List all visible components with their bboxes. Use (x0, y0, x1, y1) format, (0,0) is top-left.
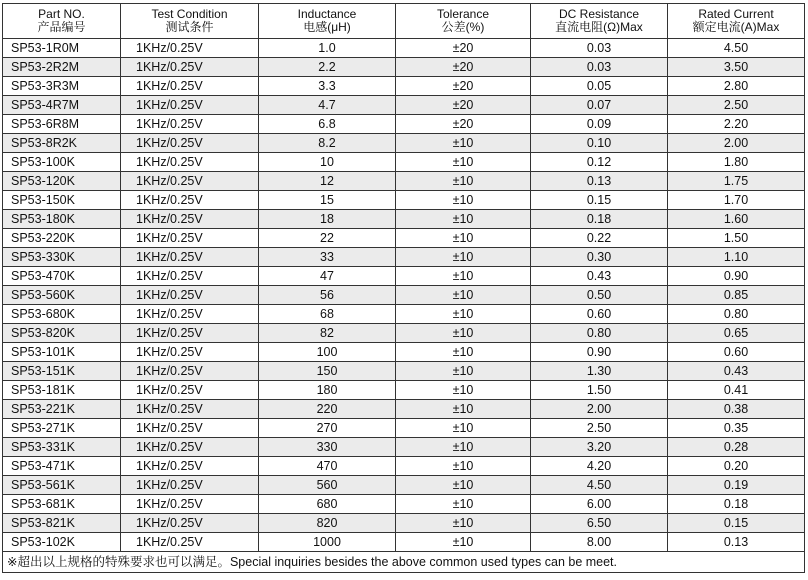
tolerance-cell: ±10 (396, 210, 531, 229)
rated-current-cell: 1.80 (668, 153, 805, 172)
test-condition-cell: 1KHz/0.25V (121, 419, 259, 438)
rated-current-cell: 0.38 (668, 400, 805, 419)
rated-current-cell: 0.13 (668, 533, 805, 552)
footnote: ※超出以上规格的特殊要求也可以满足。Special inquiries besides the above common used types can be meet. (3, 552, 805, 573)
dc-resistance-cell: 4.20 (531, 457, 668, 476)
part-no-cell: SP53-271K (3, 419, 121, 438)
part-no-cell: SP53-8R2K (3, 134, 121, 153)
rated-current-cell: 0.41 (668, 381, 805, 400)
part-no-cell: SP53-220K (3, 229, 121, 248)
rated-current-cell: 1.50 (668, 229, 805, 248)
dc-resistance-cell: 0.30 (531, 248, 668, 267)
test-condition-cell: 1KHz/0.25V (121, 134, 259, 153)
rated-current-cell: 0.65 (668, 324, 805, 343)
rated-current-cell: 0.43 (668, 362, 805, 381)
inductance-cell: 68 (259, 305, 396, 324)
test-condition-cell: 1KHz/0.25V (121, 172, 259, 191)
tolerance-cell: ±10 (396, 400, 531, 419)
part-no-cell: SP53-1R0M (3, 39, 121, 58)
header-rated-current: Rated Current 额定电流(A)Max (668, 4, 805, 39)
dc-resistance-cell: 2.50 (531, 419, 668, 438)
part-no-cell: SP53-6R8M (3, 115, 121, 134)
header-test-condition: Test Condition 测试条件 (121, 4, 259, 39)
table-row (3, 533, 805, 552)
table-row (3, 514, 805, 533)
table-row (3, 457, 805, 476)
rated-current-cell: 1.10 (668, 248, 805, 267)
rated-current-cell: 2.80 (668, 77, 805, 96)
table-row (3, 362, 805, 381)
table-row (3, 343, 805, 362)
tolerance-cell: ±10 (396, 172, 531, 191)
tolerance-cell: ±10 (396, 286, 531, 305)
dc-resistance-cell: 1.30 (531, 362, 668, 381)
dc-resistance-cell: 0.09 (531, 115, 668, 134)
table-row (3, 210, 805, 229)
test-condition-cell: 1KHz/0.25V (121, 191, 259, 210)
inductance-cell: 33 (259, 248, 396, 267)
inductance-cell: 12 (259, 172, 396, 191)
part-no-cell: SP53-471K (3, 457, 121, 476)
table-body (3, 39, 805, 552)
table-row (3, 134, 805, 153)
test-condition-cell: 1KHz/0.25V (121, 457, 259, 476)
part-no-cell: SP53-820K (3, 324, 121, 343)
inductance-cell: 180 (259, 381, 396, 400)
test-condition-cell: 1KHz/0.25V (121, 153, 259, 172)
table-row (3, 248, 805, 267)
header-tolerance: Tolerance 公差(%) (396, 4, 531, 39)
dc-resistance-cell: 0.18 (531, 210, 668, 229)
table-row (3, 172, 805, 191)
dc-resistance-cell: 0.05 (531, 77, 668, 96)
dc-resistance-cell: 6.00 (531, 495, 668, 514)
inductance-cell: 15 (259, 191, 396, 210)
rated-current-cell: 0.28 (668, 438, 805, 457)
header-part-no: Part NO. 产品编号 (3, 4, 121, 39)
rated-current-cell: 0.15 (668, 514, 805, 533)
test-condition-cell: 1KHz/0.25V (121, 476, 259, 495)
dc-resistance-cell: 3.20 (531, 438, 668, 457)
part-no-cell: SP53-561K (3, 476, 121, 495)
test-condition-cell: 1KHz/0.25V (121, 248, 259, 267)
inductance-cell: 100 (259, 343, 396, 362)
tolerance-cell: ±10 (396, 134, 531, 153)
inductance-cell: 10 (259, 153, 396, 172)
table-row (3, 39, 805, 58)
table-row (3, 286, 805, 305)
tolerance-cell: ±10 (396, 495, 531, 514)
dc-resistance-cell: 0.50 (531, 286, 668, 305)
inductor-spec-table (2, 3, 805, 573)
rated-current-cell: 0.80 (668, 305, 805, 324)
part-no-cell: SP53-101K (3, 343, 121, 362)
inductance-cell: 22 (259, 229, 396, 248)
dc-resistance-cell: 1.50 (531, 381, 668, 400)
tolerance-cell: ±20 (396, 39, 531, 58)
part-no-cell: SP53-331K (3, 438, 121, 457)
inductance-cell: 2.2 (259, 58, 396, 77)
inductance-cell: 82 (259, 324, 396, 343)
rated-current-cell: 2.20 (668, 115, 805, 134)
dc-resistance-cell: 0.03 (531, 58, 668, 77)
dc-resistance-cell: 0.90 (531, 343, 668, 362)
part-no-cell: SP53-120K (3, 172, 121, 191)
rated-current-cell: 0.60 (668, 343, 805, 362)
test-condition-cell: 1KHz/0.25V (121, 286, 259, 305)
tolerance-cell: ±20 (396, 115, 531, 134)
part-no-cell: SP53-3R3M (3, 77, 121, 96)
tolerance-cell: ±10 (396, 343, 531, 362)
dc-resistance-cell: 0.10 (531, 134, 668, 153)
rated-current-cell: 3.50 (668, 58, 805, 77)
inductance-cell: 4.7 (259, 96, 396, 115)
table-row (3, 191, 805, 210)
dc-resistance-cell: 6.50 (531, 514, 668, 533)
rated-current-cell: 0.18 (668, 495, 805, 514)
rated-current-cell: 1.60 (668, 210, 805, 229)
dc-resistance-cell: 0.22 (531, 229, 668, 248)
table-row (3, 58, 805, 77)
tolerance-cell: ±10 (396, 248, 531, 267)
dc-resistance-cell: 0.60 (531, 305, 668, 324)
table-row (3, 495, 805, 514)
dc-resistance-cell: 2.00 (531, 400, 668, 419)
test-condition-cell: 1KHz/0.25V (121, 58, 259, 77)
test-condition-cell: 1KHz/0.25V (121, 115, 259, 134)
part-no-cell: SP53-681K (3, 495, 121, 514)
table-row (3, 324, 805, 343)
test-condition-cell: 1KHz/0.25V (121, 495, 259, 514)
header-dc-resistance: DC Resistance 直流电阻(Ω)Max (531, 4, 668, 39)
part-no-cell: SP53-150K (3, 191, 121, 210)
tolerance-cell: ±10 (396, 267, 531, 286)
dc-resistance-cell: 0.13 (531, 172, 668, 191)
table-row (3, 438, 805, 457)
inductance-cell: 56 (259, 286, 396, 305)
tolerance-cell: ±10 (396, 514, 531, 533)
test-condition-cell: 1KHz/0.25V (121, 324, 259, 343)
inductance-cell: 150 (259, 362, 396, 381)
part-no-cell: SP53-821K (3, 514, 121, 533)
dc-resistance-cell: 0.80 (531, 324, 668, 343)
rated-current-cell: 1.70 (668, 191, 805, 210)
inductance-cell: 560 (259, 476, 396, 495)
inductance-cell: 1.0 (259, 39, 396, 58)
part-no-cell: SP53-102K (3, 533, 121, 552)
header-row (3, 4, 805, 39)
inductance-cell: 3.3 (259, 77, 396, 96)
inductance-cell: 8.2 (259, 134, 396, 153)
part-no-cell: SP53-4R7M (3, 96, 121, 115)
tolerance-cell: ±10 (396, 191, 531, 210)
rated-current-cell: 0.90 (668, 267, 805, 286)
inductance-cell: 470 (259, 457, 396, 476)
dc-resistance-cell: 0.07 (531, 96, 668, 115)
part-no-cell: SP53-180K (3, 210, 121, 229)
rated-current-cell: 0.35 (668, 419, 805, 438)
part-no-cell: SP53-100K (3, 153, 121, 172)
inductance-cell: 820 (259, 514, 396, 533)
tolerance-cell: ±10 (396, 324, 531, 343)
rated-current-cell: 0.19 (668, 476, 805, 495)
table-row (3, 476, 805, 495)
part-no-cell: SP53-680K (3, 305, 121, 324)
part-no-cell: SP53-470K (3, 267, 121, 286)
part-no-cell: SP53-560K (3, 286, 121, 305)
test-condition-cell: 1KHz/0.25V (121, 210, 259, 229)
tolerance-cell: ±20 (396, 58, 531, 77)
table-row (3, 77, 805, 96)
test-condition-cell: 1KHz/0.25V (121, 305, 259, 324)
dc-resistance-cell: 8.00 (531, 533, 668, 552)
spec-sheet (2, 3, 804, 573)
table-row (3, 267, 805, 286)
rated-current-cell: 0.85 (668, 286, 805, 305)
test-condition-cell: 1KHz/0.25V (121, 400, 259, 419)
tolerance-cell: ±10 (396, 305, 531, 324)
table-row (3, 115, 805, 134)
rated-current-cell: 0.20 (668, 457, 805, 476)
rated-current-cell: 2.00 (668, 134, 805, 153)
tolerance-cell: ±10 (396, 438, 531, 457)
table-row (3, 419, 805, 438)
inductance-cell: 220 (259, 400, 396, 419)
test-condition-cell: 1KHz/0.25V (121, 533, 259, 552)
dc-resistance-cell: 0.43 (531, 267, 668, 286)
rated-current-cell: 4.50 (668, 39, 805, 58)
table-row (3, 305, 805, 324)
tolerance-cell: ±10 (396, 229, 531, 248)
inductance-cell: 1000 (259, 533, 396, 552)
header-inductance: Inductance 电感(μH) (259, 4, 396, 39)
tolerance-cell: ±20 (396, 96, 531, 115)
test-condition-cell: 1KHz/0.25V (121, 362, 259, 381)
test-condition-cell: 1KHz/0.25V (121, 343, 259, 362)
inductance-cell: 6.8 (259, 115, 396, 134)
test-condition-cell: 1KHz/0.25V (121, 381, 259, 400)
inductance-cell: 18 (259, 210, 396, 229)
tolerance-cell: ±10 (396, 381, 531, 400)
tolerance-cell: ±10 (396, 457, 531, 476)
part-no-cell: SP53-151K (3, 362, 121, 381)
table-row (3, 229, 805, 248)
tolerance-cell: ±10 (396, 419, 531, 438)
table-row (3, 400, 805, 419)
dc-resistance-cell: 0.15 (531, 191, 668, 210)
test-condition-cell: 1KHz/0.25V (121, 267, 259, 286)
test-condition-cell: 1KHz/0.25V (121, 514, 259, 533)
footnote-row (3, 552, 805, 573)
tolerance-cell: ±10 (396, 476, 531, 495)
rated-current-cell: 2.50 (668, 96, 805, 115)
dc-resistance-cell: 0.12 (531, 153, 668, 172)
part-no-cell: SP53-221K (3, 400, 121, 419)
inductance-cell: 680 (259, 495, 396, 514)
dc-resistance-cell: 4.50 (531, 476, 668, 495)
part-no-cell: SP53-2R2M (3, 58, 121, 77)
tolerance-cell: ±10 (396, 362, 531, 381)
inductance-cell: 47 (259, 267, 396, 286)
table-row (3, 153, 805, 172)
test-condition-cell: 1KHz/0.25V (121, 229, 259, 248)
tolerance-cell: ±10 (396, 153, 531, 172)
test-condition-cell: 1KHz/0.25V (121, 96, 259, 115)
tolerance-cell: ±10 (396, 533, 531, 552)
rated-current-cell: 1.75 (668, 172, 805, 191)
part-no-cell: SP53-181K (3, 381, 121, 400)
test-condition-cell: 1KHz/0.25V (121, 39, 259, 58)
part-no-cell: SP53-330K (3, 248, 121, 267)
table-row (3, 381, 805, 400)
test-condition-cell: 1KHz/0.25V (121, 77, 259, 96)
dc-resistance-cell: 0.03 (531, 39, 668, 58)
inductance-cell: 330 (259, 438, 396, 457)
test-condition-cell: 1KHz/0.25V (121, 438, 259, 457)
tolerance-cell: ±20 (396, 77, 531, 96)
inductance-cell: 270 (259, 419, 396, 438)
table-row (3, 96, 805, 115)
